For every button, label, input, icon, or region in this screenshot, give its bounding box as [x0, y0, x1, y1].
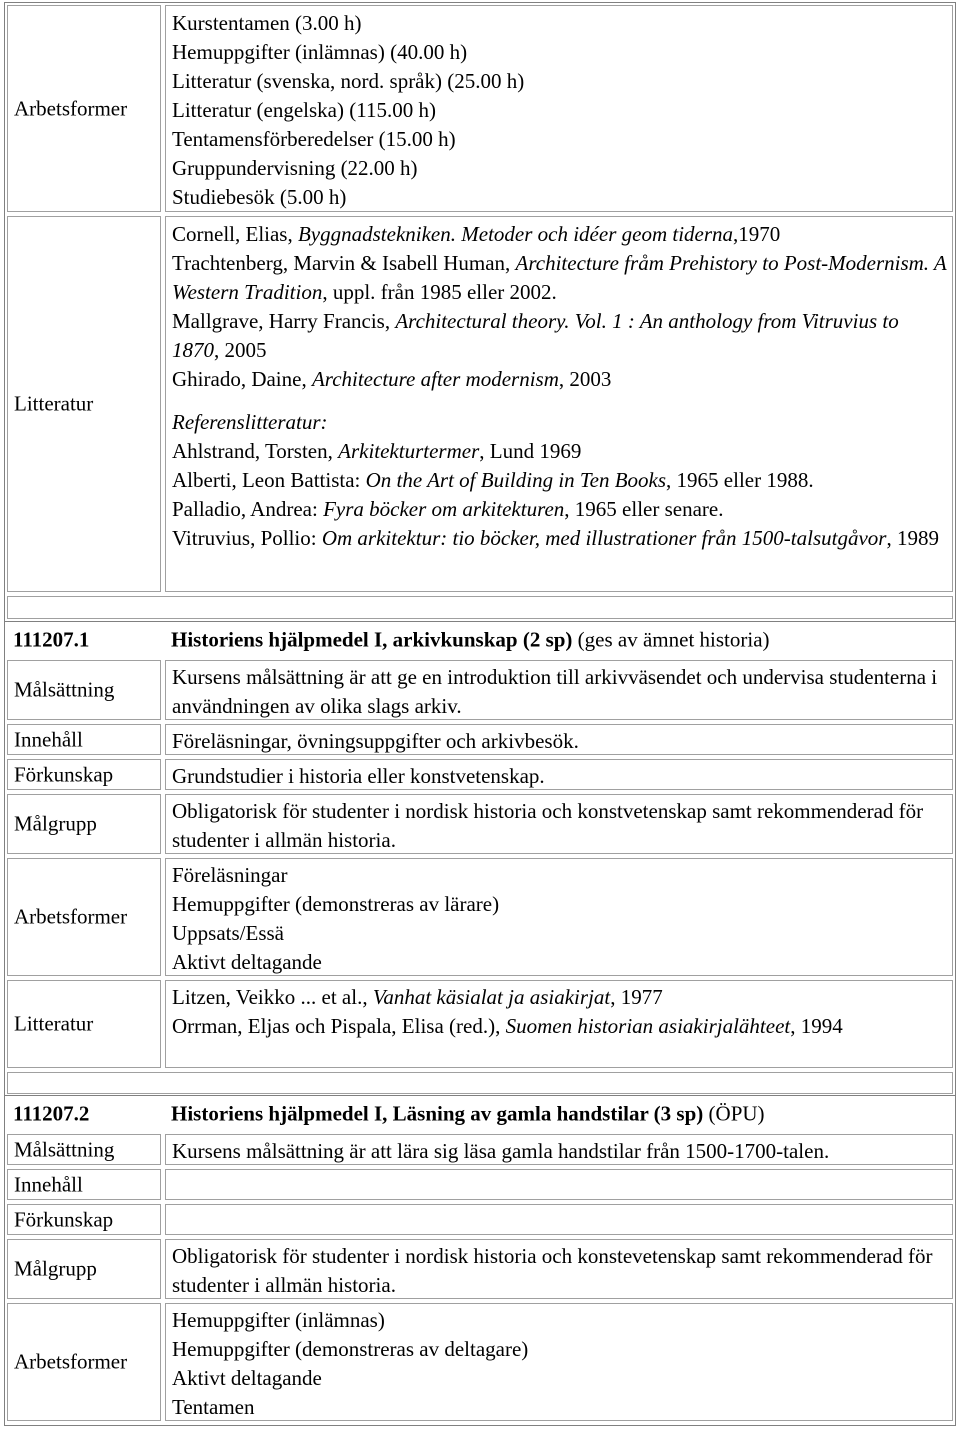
row-text: Föreläsningar, övningsuppgifter och arkivbesök. — [172, 729, 579, 753]
work-form-item: Kurstentamen (3.00 h) — [172, 11, 362, 35]
book-title: Vanhat käsialat ja asiakirjat — [372, 985, 611, 1009]
value-cell — [165, 759, 953, 790]
title-cell — [165, 1098, 953, 1130]
work-form-item: Hemuppgifter (demonstreras av lärare) — [172, 892, 500, 916]
row-label: Förkunskap — [14, 762, 114, 786]
code-cell — [7, 624, 161, 656]
course-code: 111207.2 — [13, 1101, 90, 1126]
row-malgrupp — [5, 1237, 955, 1301]
value-cell — [165, 1239, 953, 1299]
value-cell — [165, 858, 953, 976]
value-cell — [165, 1204, 953, 1235]
label-cell — [7, 1303, 161, 1421]
course-title: Historiens hjälpmedel I, Läsning av gamla handstilar (3 sp) (ÖPU) — [171, 1101, 765, 1126]
book-title: Om arkitektur: tio böcker, med illustrationer från 1500-talsutgåvor — [321, 526, 887, 550]
row-text: Obligatorisk för studenter i nordisk historia och konstvetenskap samt rekommenderad för studenter i allmän historia. — [172, 799, 924, 852]
value-cell — [165, 724, 953, 755]
reference-item: Ahlstrand, Torsten, Arkitekturtermer, Lund 1969 — [172, 439, 582, 463]
course-code: 111207.1 — [13, 627, 90, 652]
value-cell — [165, 1134, 953, 1165]
book-title: Byggnadstekniken. Metoder och idéer geom tiderna — [297, 222, 734, 246]
course-table-2 — [4, 622, 956, 1096]
row-label: Arbetsformer — [14, 96, 128, 120]
book-title: Arkitekturtermer — [338, 439, 480, 463]
row-text: Kursens målsättning är att ge en introduktion till arkivväsendet och undervisa studenterna i användningen av olika slags arkiv. — [172, 665, 938, 718]
row-spacer — [5, 1070, 955, 1096]
literature-item: Ghirado, Daine, Architecture after modernism, 2003 — [172, 367, 612, 391]
row-litteratur — [5, 214, 955, 594]
course-table-3 — [4, 1096, 956, 1426]
row-innehall — [5, 1167, 955, 1202]
value-cell — [165, 660, 953, 720]
literature-item: Cornell, Elias, Byggnadstekniken. Metoder och idéer geom tiderna,1970 — [172, 222, 781, 246]
reference-item: Palladio, Andrea: Fyra böcker om arkitekturen, 1965 eller senare. — [172, 497, 724, 521]
row-arbetsformer — [5, 856, 955, 978]
work-form-item: Litteratur (engelska) (115.00 h) — [172, 98, 436, 122]
title-cell — [165, 624, 953, 656]
value-cell — [165, 216, 953, 592]
row-arbetsformer — [5, 3, 955, 214]
label-cell — [7, 759, 161, 790]
work-form-item: Föreläsningar — [172, 863, 288, 887]
book-title: Suomen historian asiakirjalähteet — [505, 1014, 791, 1038]
reference-item: Vitruvius, Pollio: Om arkitektur: tio böcker, med illustrationer från 1500-talsutgåvor, 1989 — [172, 526, 939, 550]
row-label: Innehåll — [14, 727, 83, 751]
row-text: Grundstudier i historia eller konstvetenskap. — [172, 764, 545, 788]
row-forkunskap — [5, 1202, 955, 1237]
label-cell — [7, 216, 161, 592]
book-title: Architecture after modernism — [311, 367, 559, 391]
literature-item: Mallgrave, Harry Francis, Architectural theory. Vol. 1 : An anthology from Vitruvius to 1870, 2005 — [172, 309, 899, 362]
work-form-item: Uppsats/Essä — [172, 921, 284, 945]
work-form-item: Gruppundervisning (22.00 h) — [172, 156, 418, 180]
book-title: Architectural theory. Vol. 1 : An anthology from Vitruvius to 1870 — [172, 309, 899, 362]
work-form-item: Aktivt deltagande — [172, 1366, 322, 1390]
reference-item: Alberti, Leon Battista: On the Art of Building in Ten Books, 1965 eller 1988. — [172, 468, 814, 492]
book-title: Fyra böcker om arkitekturen — [323, 497, 565, 521]
row-forkunskap — [5, 757, 955, 792]
row-innehall — [5, 722, 955, 757]
row-malgrupp — [5, 792, 955, 856]
spacer-cell — [7, 1072, 953, 1094]
work-form-item: Tentamensförberedelser (15.00 h) — [172, 127, 456, 151]
work-form-item: Hemuppgifter (inlämnas) (40.00 h) — [172, 40, 468, 64]
literature-item: Trachtenberg, Marvin & Isabell Human, Architecture fråm Prehistory to Post-Modernism. A Western Tradition, uppl. från 1985 eller 2002. — [172, 251, 947, 304]
row-label: Arbetsformer — [14, 1349, 128, 1374]
work-form-item: Hemuppgifter (inlämnas) — [172, 1308, 385, 1332]
label-cell — [7, 660, 161, 720]
literature-item: Orrman, Eljas och Pispala, Elisa (red.), Suomen historian asiakirjalähteet, 1994 — [172, 1014, 843, 1038]
label-cell — [7, 5, 161, 212]
work-form-item: Hemuppgifter (demonstreras av deltagare) — [172, 1337, 529, 1361]
row-malsattning — [5, 1132, 955, 1167]
value-cell — [165, 1169, 953, 1200]
label-cell — [7, 980, 161, 1068]
label-cell — [7, 1134, 161, 1165]
label-cell — [7, 1204, 161, 1235]
value-cell — [165, 5, 953, 212]
row-label: Målsättning — [14, 677, 115, 702]
row-label: Målgrupp — [14, 811, 97, 836]
row-text: Obligatorisk för studenter i nordisk historia och konstevetenskap samt rekommenderad för studenter i allmän historia. — [172, 1244, 933, 1297]
value-cell — [165, 980, 953, 1068]
row-label: Litteratur — [14, 1011, 94, 1036]
code-cell — [7, 1098, 161, 1130]
label-cell — [7, 858, 161, 976]
spacer-cell — [7, 596, 953, 619]
row-course-header — [5, 1096, 955, 1132]
row-litteratur — [5, 978, 955, 1070]
book-title: On the Art of Building in Ten Books — [365, 468, 667, 492]
work-form-item: Studiebesök (5.00 h) — [172, 185, 347, 209]
row-label: Målsättning — [14, 1137, 115, 1161]
label-cell — [7, 1239, 161, 1299]
label-cell — [7, 794, 161, 854]
work-form-item: Aktivt deltagande — [172, 950, 322, 974]
row-label: Målgrupp — [14, 1256, 97, 1281]
reference-heading: Referenslitteratur: — [172, 410, 328, 434]
row-label: Innehåll — [14, 1172, 83, 1196]
work-form-item: Tentamen — [172, 1395, 255, 1419]
course-table-1 — [4, 2, 956, 622]
row-spacer — [5, 594, 955, 621]
label-cell — [7, 1169, 161, 1200]
row-text: Kursens målsättning är att lära sig läsa gamla handstilar från 1500-1700-talen. — [172, 1139, 830, 1163]
row-course-header — [5, 622, 955, 658]
course-title: Historiens hjälpmedel I, arkivkunskap (2 sp) (ges av ämnet historia) — [171, 627, 770, 652]
row-malsattning — [5, 658, 955, 722]
literature-item: Litzen, Veikko ... et al., Vanhat käsialat ja asiakirjat, 1977 — [172, 985, 663, 1009]
row-label: Arbetsformer — [14, 904, 128, 929]
row-arbetsformer — [5, 1301, 955, 1423]
row-label: Litteratur — [14, 391, 94, 416]
book-title: Architecture fråm Prehistory to Post-Modernism. A Western Tradition — [172, 251, 947, 304]
work-form-item: Litteratur (svenska, nord. språk) (25.00 h) — [172, 69, 525, 93]
label-cell — [7, 724, 161, 755]
value-cell — [165, 1303, 953, 1421]
row-label: Förkunskap — [14, 1207, 114, 1231]
value-cell — [165, 794, 953, 854]
